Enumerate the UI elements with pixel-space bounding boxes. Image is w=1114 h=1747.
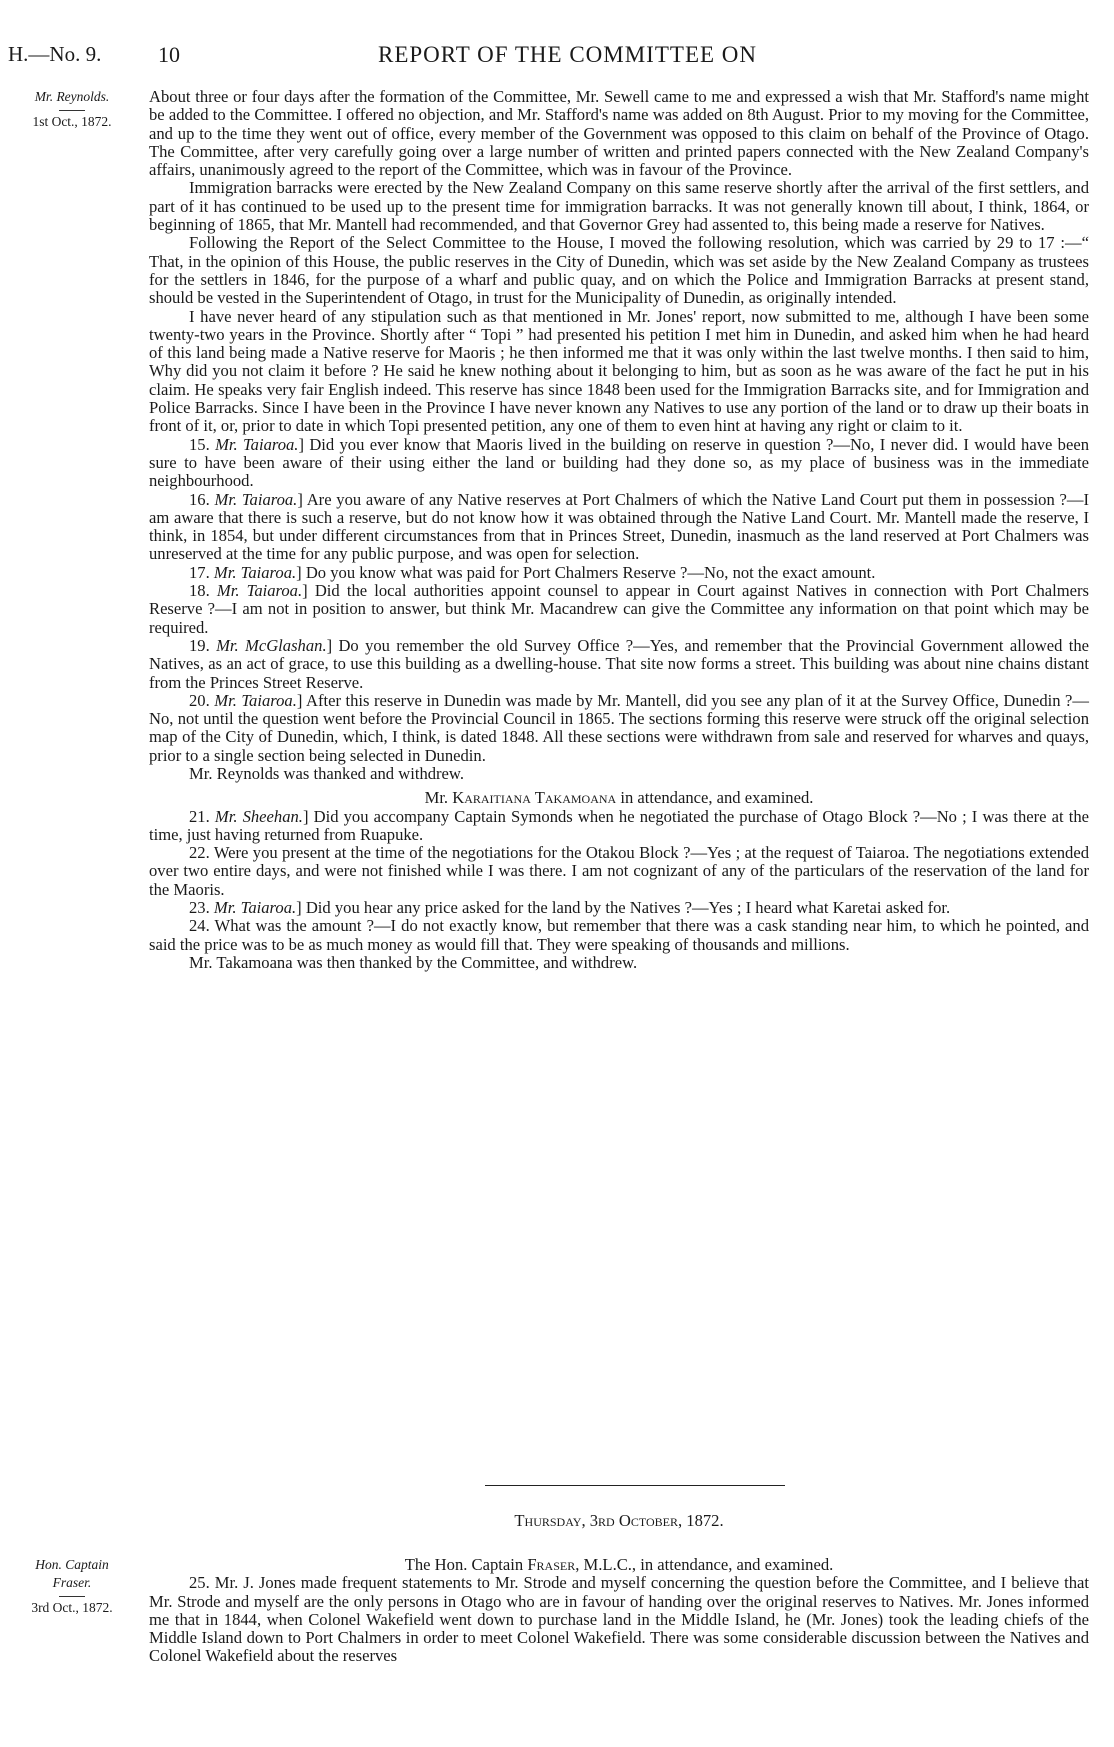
paragraph: About three or four days after the formation of the Committee, Mr. Sewell came to me and expressed a wish that Mr. Stafford's name might be added to the Committee. I offered no objection, and Mr. Stafford's name was added on 8th August. Prior to my moving for the Committee, and up to the time they went out of office, every member of the Government was opposed to this claim on behalf of the Province of Otago. The Committee, after very carefully going over a large number of written and printed papers connected with the New Zealand Company's affairs, unanimously agreed to the report of the Committee, which was in favour of the Province.: [149, 87, 1089, 180]
speaker: Mr. Taiaroa.: [214, 690, 297, 710]
question-22: 22. Were you present at the time of the negotiations for the Otakou Block ?—Yes ; at the request of Taiaroa. The negotiations extended over two entire days, and were not finished while I was there. I am not cognizant of any of the particulars of the reservation of the land for the Maoris.: [149, 843, 1089, 899]
margin-note-name: Mr. Reynolds.: [34, 89, 110, 104]
question-16: 16. Mr. Taiaroa.] Are you aware of any Native reserves at Port Chalmers of which the Native Land Court put them in possession ?—I am aware that there is such a reserve, but do not know how it was obtained through the Native Land Court. Mr. Mantell made the reserve, I think, in 1854, but under different circumstances from that in Princes Street, Dunedin, inasmuch as the land reserved at Port Chalmers was unreserved at the time for any public purpose, and was open for selection.: [149, 489, 1090, 564]
paper-reference: H.—No. 9.: [8, 42, 102, 66]
question-19: 19. Mr. McGlashan.] Do you remember the old Survey Office ?—Yes, and remember that the Provincial Government allowed the Natives, as an act of grace, to use this building as a dwelling-house. That site now forms a street. This building was about nine chains distant from the Princes Street Reserve.: [149, 635, 1089, 692]
section-divider: [485, 1485, 785, 1486]
speaker: Mr. Sheehan.: [214, 806, 303, 826]
page-number: 10: [158, 42, 180, 67]
question-25: 25. Mr. J. Jones made frequent statements to Mr. Strode and myself concerning the question before the Committee, and I believe that Mr. Strode and myself are the only persons in Otago who are in favour of handing over the original reserves to Natives. Mr. Jones informed me that in 1844, when Colonel Wakefield went down to purchase land in the Middle Island, he (Mr. Jones) took the leading chiefs of the Middle Island down to Port Chalmers in order to meet Colonel Wakefield. There was some considerable discussion between the Natives and Colonel Wakefield about the reserves: [149, 1573, 1090, 1666]
question-15: 15. Mr. Taiaroa.] Did you ever know that Maoris lived in the building on reserve in question ?—No, I never did. I would have been sure to have been aware of their using either the land or building had they done so, as my place of business was in the immediate neighbourhood.: [149, 434, 1089, 491]
running-title: REPORT OF THE COMMITTEE ON: [378, 42, 758, 67]
margin-note-date: 3rd Oct., 1872.: [31, 1600, 113, 1615]
margin-note-date: 1st Oct., 1872.: [32, 114, 112, 129]
date-heading: Thursday, 3rd October, 1872.: [514, 1511, 724, 1530]
withdrawal-note: Mr. Takamoana was then thanked by the Committee, and withdrew.: [189, 952, 638, 972]
margin-note-divider: [59, 110, 85, 111]
witness-heading: Mr. Karaitiana Takamoana in attendance, and examined.: [424, 788, 814, 808]
fraser-section: [149, 1556, 1089, 1666]
paragraph: Immigration barracks were erected by the New Zealand Company on this same reserve shortly after the arrival of the first settlers, and part of it has continued to be used up to the present time for immigration barracks. It was not generally known till about, I think, 1864, or beginning of 1865, that Mr. Mantell had recommended, and that Governor Grey had assented to, this being made a reserve for Natives.: [149, 178, 1089, 235]
margin-note-fraser: [8, 1556, 136, 1617]
margin-note-reynolds: [8, 88, 136, 131]
speaker: Mr. Taiaroa.: [216, 581, 303, 601]
question-18: 18. Mr. Taiaroa.] Did the local authorities appoint counsel to appear in Court against Natives in connection with Port Chalmers Reserve ?—I am not in position to answer, but think Mr. Macandrew can give the Committee any information on that point which may be required.: [149, 581, 1089, 637]
paragraph: I have never heard of any stipulation such as that mentioned in Mr. Jones' report, now submitted to me, although I have been some twenty-two years in the Province. Shortly after “ Topi ” had presented his petition I met him in Dunedin, and asked him when he had heard of this land being made a Native reserve for Maoris ; he then informed me that it was only within the last twelve months. I then said to him, Why did you not claim it before ? He said he knew nothing about it belonging to him, but as soon as he was aware of the fact he put in his claim. He speaks very fair English indeed. This reserve has since 1848 been used for the Immigration Barracks site, and for Immigration and Police Barracks. Since I have been in the Province I have never known any Natives to use any portion of the land or to draw up their boats in front of it, or, prior to date in which Topi presented petition, any one of them to even hint at having any right or claim to it.: [149, 306, 1089, 436]
date-heading-block: [149, 1512, 1089, 1530]
page-header: [8, 38, 1098, 72]
speaker: Mr. Taiaroa.: [213, 562, 297, 582]
speaker: Mr. McGlashan.: [216, 635, 327, 655]
question-23: 23. Mr. Taiaroa.] Did you hear any price asked for the land by the Natives ?—Yes ; I heard what Karetai asked for.: [189, 898, 951, 918]
withdrawal-note: Mr. Reynolds was thanked and withdrew.: [189, 763, 464, 783]
question-17: 17. Mr. Taiaroa.] Do you know what was paid for Port Chalmers Reserve ?—No, not the exact amount.: [189, 562, 876, 582]
margin-note-name: Hon. Captain Fraser.: [35, 1557, 109, 1590]
main-text-column: [149, 88, 1089, 972]
margin-note-divider: [59, 1596, 85, 1597]
speaker: Mr. Taiaroa.: [214, 489, 298, 509]
speaker: Mr. Taiaroa.: [215, 434, 299, 454]
speaker: Mr. Taiaroa.: [213, 898, 297, 918]
question-20: 20. Mr. Taiaroa.] After this reserve in Dunedin was made by Mr. Mantell, did you see any plan of it at the Survey Office, Dunedin ?—No, not until the question went before the Provincial Council in 1865. The sections forming this reserve were struck off the original selection map of the City of Dunedin, which, I think, is dated 1848. All these sections were withdrawn from sale and reserved for wharves and quays, prior to a single section being selected in Dunedin.: [149, 690, 1090, 765]
paragraph: Following the Report of the Select Committee to the House, I moved the following resolution, which was carried by 29 to 17 :—“ That, in the opinion of this House, the public reserves in the City of Dunedin, which was set aside by the New Zealand Company as trustees for the settlers in 1846, for the purpose of a wharf and public quay, and on which the Police and Immigration Barracks at present stand, should be vested in the Superintendent of Otago, in trust for the Municipality of Dunedin, as originally intended.: [149, 233, 1089, 308]
witness-heading: The Hon. Captain Fraser, M.L.C., in attendance, and examined.: [404, 1555, 834, 1574]
question-24: 24. What was the amount ?—I do not exactly know, but remember that there was a cask standing near him, to which he pointed, and said the price was to be as much money as would fill that. They were speaking of thousands and millions.: [149, 916, 1089, 954]
question-21: 21. Mr. Sheehan.] Did you accompany Captain Symonds when he negotiated the purchase of Otago Block ?—No ; I was there at the time, just having returned from Ruapuke.: [149, 806, 1089, 844]
